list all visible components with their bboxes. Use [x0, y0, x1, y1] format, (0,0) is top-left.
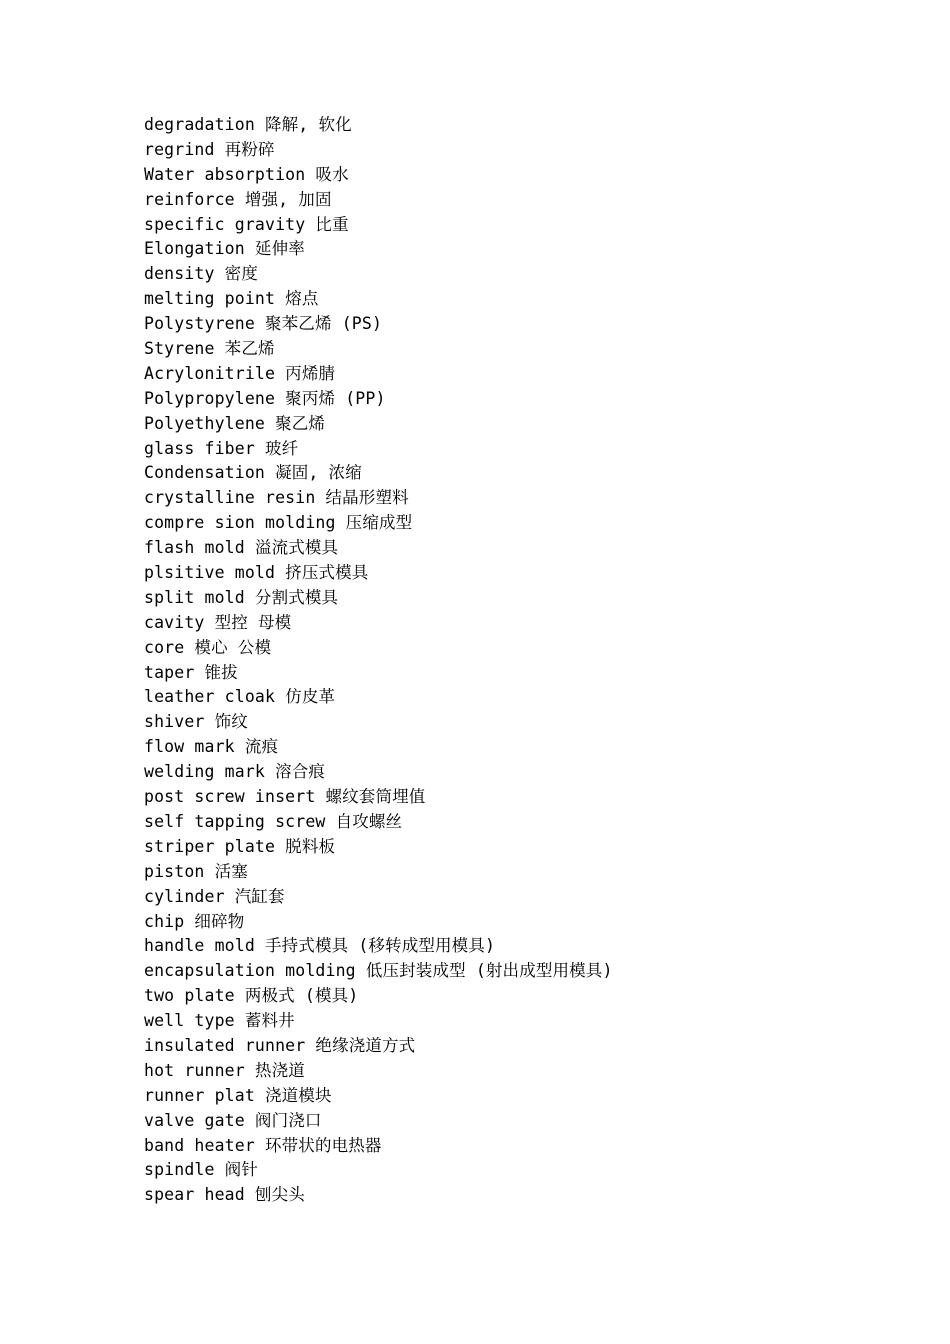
glossary-entry: encapsulation molding 低压封装成型 (射出成型用模具): [144, 961, 613, 981]
glossary-entry: runner plat 浇道模块: [144, 1085, 332, 1105]
glossary-entry: taper 锥拔: [144, 662, 238, 682]
glossary-entry: density 密度: [144, 264, 258, 284]
glossary-entry: chip 细碎物: [144, 911, 245, 931]
glossary-entry: leather cloak 仿皮革: [144, 687, 336, 707]
glossary-entry: compre sion molding 压缩成型: [144, 513, 413, 533]
glossary-entry: striper plate 脱料板: [144, 836, 336, 856]
glossary-entry: cylinder 汽缸套: [144, 886, 285, 906]
glossary-entry: Condensation 凝固, 浓缩: [144, 463, 362, 483]
glossary-entry: Elongation 延伸率: [144, 239, 305, 259]
glossary-entry: spindle 阀针: [144, 1160, 258, 1180]
glossary-entry: welding mark 溶合痕: [144, 762, 326, 782]
glossary-entry: Polyethylene 聚乙烯: [144, 413, 326, 433]
glossary-entry: glass fiber 玻纤: [144, 438, 299, 458]
glossary-entry: self tapping screw 自攻螺丝: [144, 811, 403, 831]
glossary-entry: cavity 型控 母模: [144, 612, 292, 632]
glossary-entry: Styrene 苯乙烯: [144, 339, 275, 359]
glossary-entry: shiver 饰纹: [144, 712, 248, 732]
glossary-entry: flow mark 流痕: [144, 737, 279, 757]
glossary-entry: degradation 降解, 软化: [144, 115, 352, 134]
glossary-entry: plsitive mold 挤压式模具: [144, 563, 369, 583]
glossary-entry: spear head 刨尖头: [144, 1185, 305, 1205]
glossary-entry: Acrylonitrile 丙烯腈: [144, 363, 336, 383]
glossary-entry: reinforce 增强, 加固: [144, 189, 332, 209]
glossary-entry: split mold 分割式模具: [144, 587, 339, 607]
glossary-entry: two plate 两极式 (模具): [144, 986, 359, 1006]
glossary-entry: specific gravity 比重: [144, 214, 349, 234]
glossary-entry: valve gate 阀门浇口: [144, 1110, 322, 1130]
glossary-entry: regrind 再粉碎: [144, 139, 275, 159]
glossary-entry: hot runner 热浇道: [144, 1060, 305, 1080]
glossary-entry: Water absorption 吸水: [144, 164, 349, 184]
glossary-entry: piston 活塞: [144, 861, 248, 881]
glossary-entry: core 模心 公模: [144, 637, 272, 657]
glossary-entry: Polypropylene 聚丙烯 (PP): [144, 388, 386, 408]
glossary-entry: crystalline resin 结晶形塑料: [144, 488, 409, 508]
glossary-entry: Polystyrene 聚苯乙烯 (PS): [144, 314, 383, 334]
glossary-entry: handle mold 手持式模具 (移转成型用模具): [144, 936, 496, 956]
glossary-entry: melting point 熔点: [144, 289, 319, 309]
glossary-list: [144, 113, 613, 1208]
glossary-entry: band heater 环带状的电热器: [144, 1135, 382, 1155]
glossary-entry: insulated runner 绝缘浇道方式: [144, 1035, 416, 1055]
glossary-entry: post screw insert 螺纹套筒埋值: [144, 787, 426, 807]
glossary-entry: flash mold 溢流式模具: [144, 538, 339, 558]
glossary-entry: well type 蓄料井: [144, 1011, 295, 1031]
